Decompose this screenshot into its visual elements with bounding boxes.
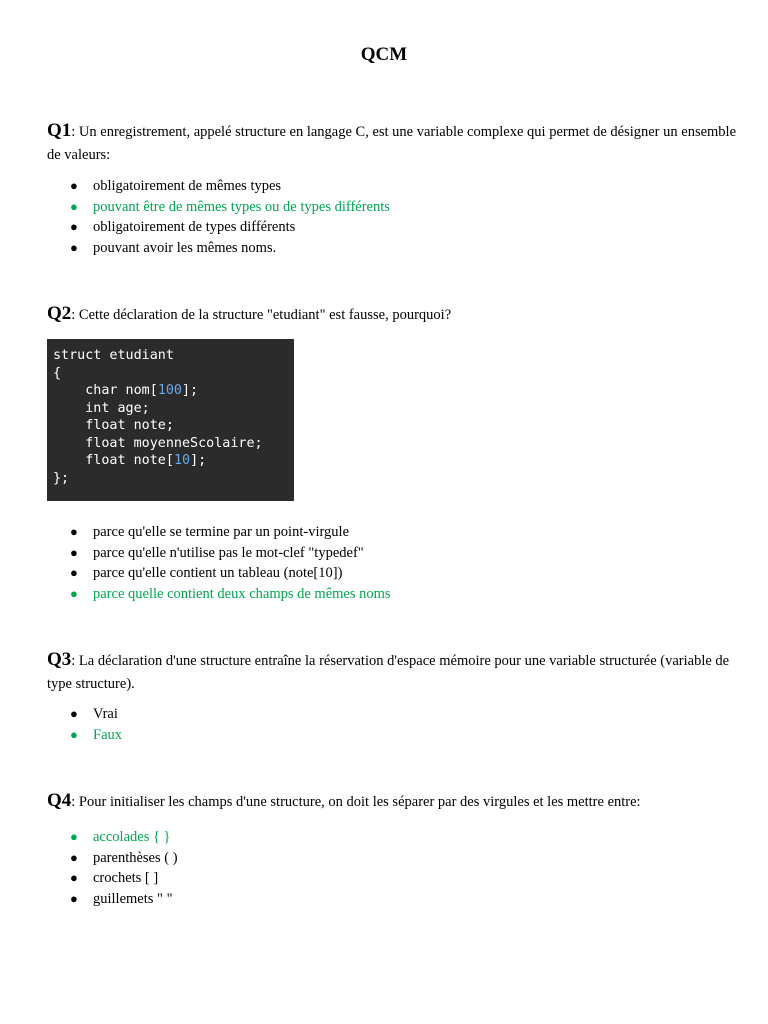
- bullet-icon: ●: [70, 585, 78, 601]
- question-2: [47, 302, 737, 327]
- question-text: : Cette déclaration de la structure "etudiant" est fausse, pourquoi?: [71, 307, 452, 323]
- question-text: : Pour initialiser les champs d'une structure, on doit les séparer par des virgules et les mettre entre:: [71, 794, 641, 810]
- question-text: : La déclaration d'une structure entraîne la réservation d'espace mémoire pour une variable structurée (variable de type structure).: [47, 653, 730, 692]
- option-label: parce qu'elle n'utilise pas le mot-clef "typedef": [93, 544, 364, 561]
- bullet-icon: ●: [70, 544, 78, 560]
- list-item: [70, 238, 390, 259]
- list-item: [70, 176, 390, 197]
- question-number: Q2: [47, 303, 72, 324]
- code-block: [47, 339, 294, 501]
- option-label: Faux: [93, 726, 122, 743]
- code-line: };: [53, 470, 70, 486]
- code-line: {: [53, 365, 62, 381]
- bullet-icon: ●: [70, 565, 78, 580]
- list-item: [70, 563, 391, 584]
- bullet-icon: ●: [70, 726, 78, 742]
- bullet-icon: ●: [70, 829, 78, 844]
- option-label: obligatoirement de mêmes types: [93, 178, 282, 194]
- option-label: parenthèses ( ): [93, 849, 178, 866]
- option-label: accolades { }: [93, 829, 171, 845]
- bullet-icon: ●: [70, 870, 78, 885]
- options-list-q3: [47, 704, 122, 745]
- options-list-q4: [47, 827, 178, 909]
- code-line: struct etudiant: [53, 348, 174, 363]
- option-label: obligatoirement de types différents: [93, 219, 296, 235]
- code-line: float moyenneScolaire;: [53, 435, 263, 451]
- list-item: [70, 889, 178, 910]
- list-item: [70, 827, 178, 848]
- options-list-q1: [47, 176, 390, 258]
- bullet-icon: ●: [70, 178, 78, 193]
- page-title: QCM: [360, 44, 408, 65]
- question-number: Q3: [47, 649, 72, 670]
- list-item: [70, 868, 178, 889]
- option-label: guillemets " ": [93, 890, 173, 907]
- list-item: [70, 543, 391, 564]
- option-label: parce quelle contient deux champs de mêmes noms: [93, 585, 391, 602]
- bullet-icon: ●: [70, 239, 78, 255]
- option-label: parce qu'elle contient un tableau (note[10]): [93, 565, 343, 581]
- list-item: [70, 704, 122, 725]
- question-1: [47, 119, 737, 167]
- bullet-icon: ●: [70, 706, 78, 721]
- code-line: char nom[100];: [53, 383, 199, 398]
- code-line: float note[10];: [53, 453, 207, 468]
- bullet-icon: ●: [70, 849, 78, 865]
- list-item: [70, 522, 391, 543]
- bullet-icon: ●: [70, 219, 78, 234]
- options-list-q2: [47, 522, 391, 604]
- option-label: pouvant avoir les mêmes noms.: [93, 239, 277, 256]
- option-label: crochets [ ]: [93, 870, 159, 886]
- code-line: int age;: [53, 400, 150, 416]
- bullet-icon: ●: [70, 890, 78, 906]
- list-item: [70, 197, 390, 218]
- option-label: Vrai: [93, 706, 118, 722]
- option-label: pouvant être de mêmes types ou de types différents: [93, 198, 390, 215]
- list-item: [70, 584, 391, 605]
- question-number: Q4: [47, 790, 72, 811]
- code-line: float note;: [53, 418, 174, 433]
- question-text: : Un enregistrement, appelé structure en langage C, est une variable complexe qui permet de désigner un ensemble de valeurs:: [47, 124, 737, 163]
- list-item: [70, 217, 390, 238]
- bullet-icon: ●: [70, 198, 78, 214]
- question-number: Q1: [47, 120, 72, 141]
- option-label: parce qu'elle se termine par un point-virgule: [93, 524, 350, 540]
- question-3: [47, 648, 737, 696]
- question-4: [47, 789, 737, 814]
- bullet-icon: ●: [70, 524, 78, 539]
- list-item: [70, 848, 178, 869]
- list-item: [70, 725, 122, 746]
